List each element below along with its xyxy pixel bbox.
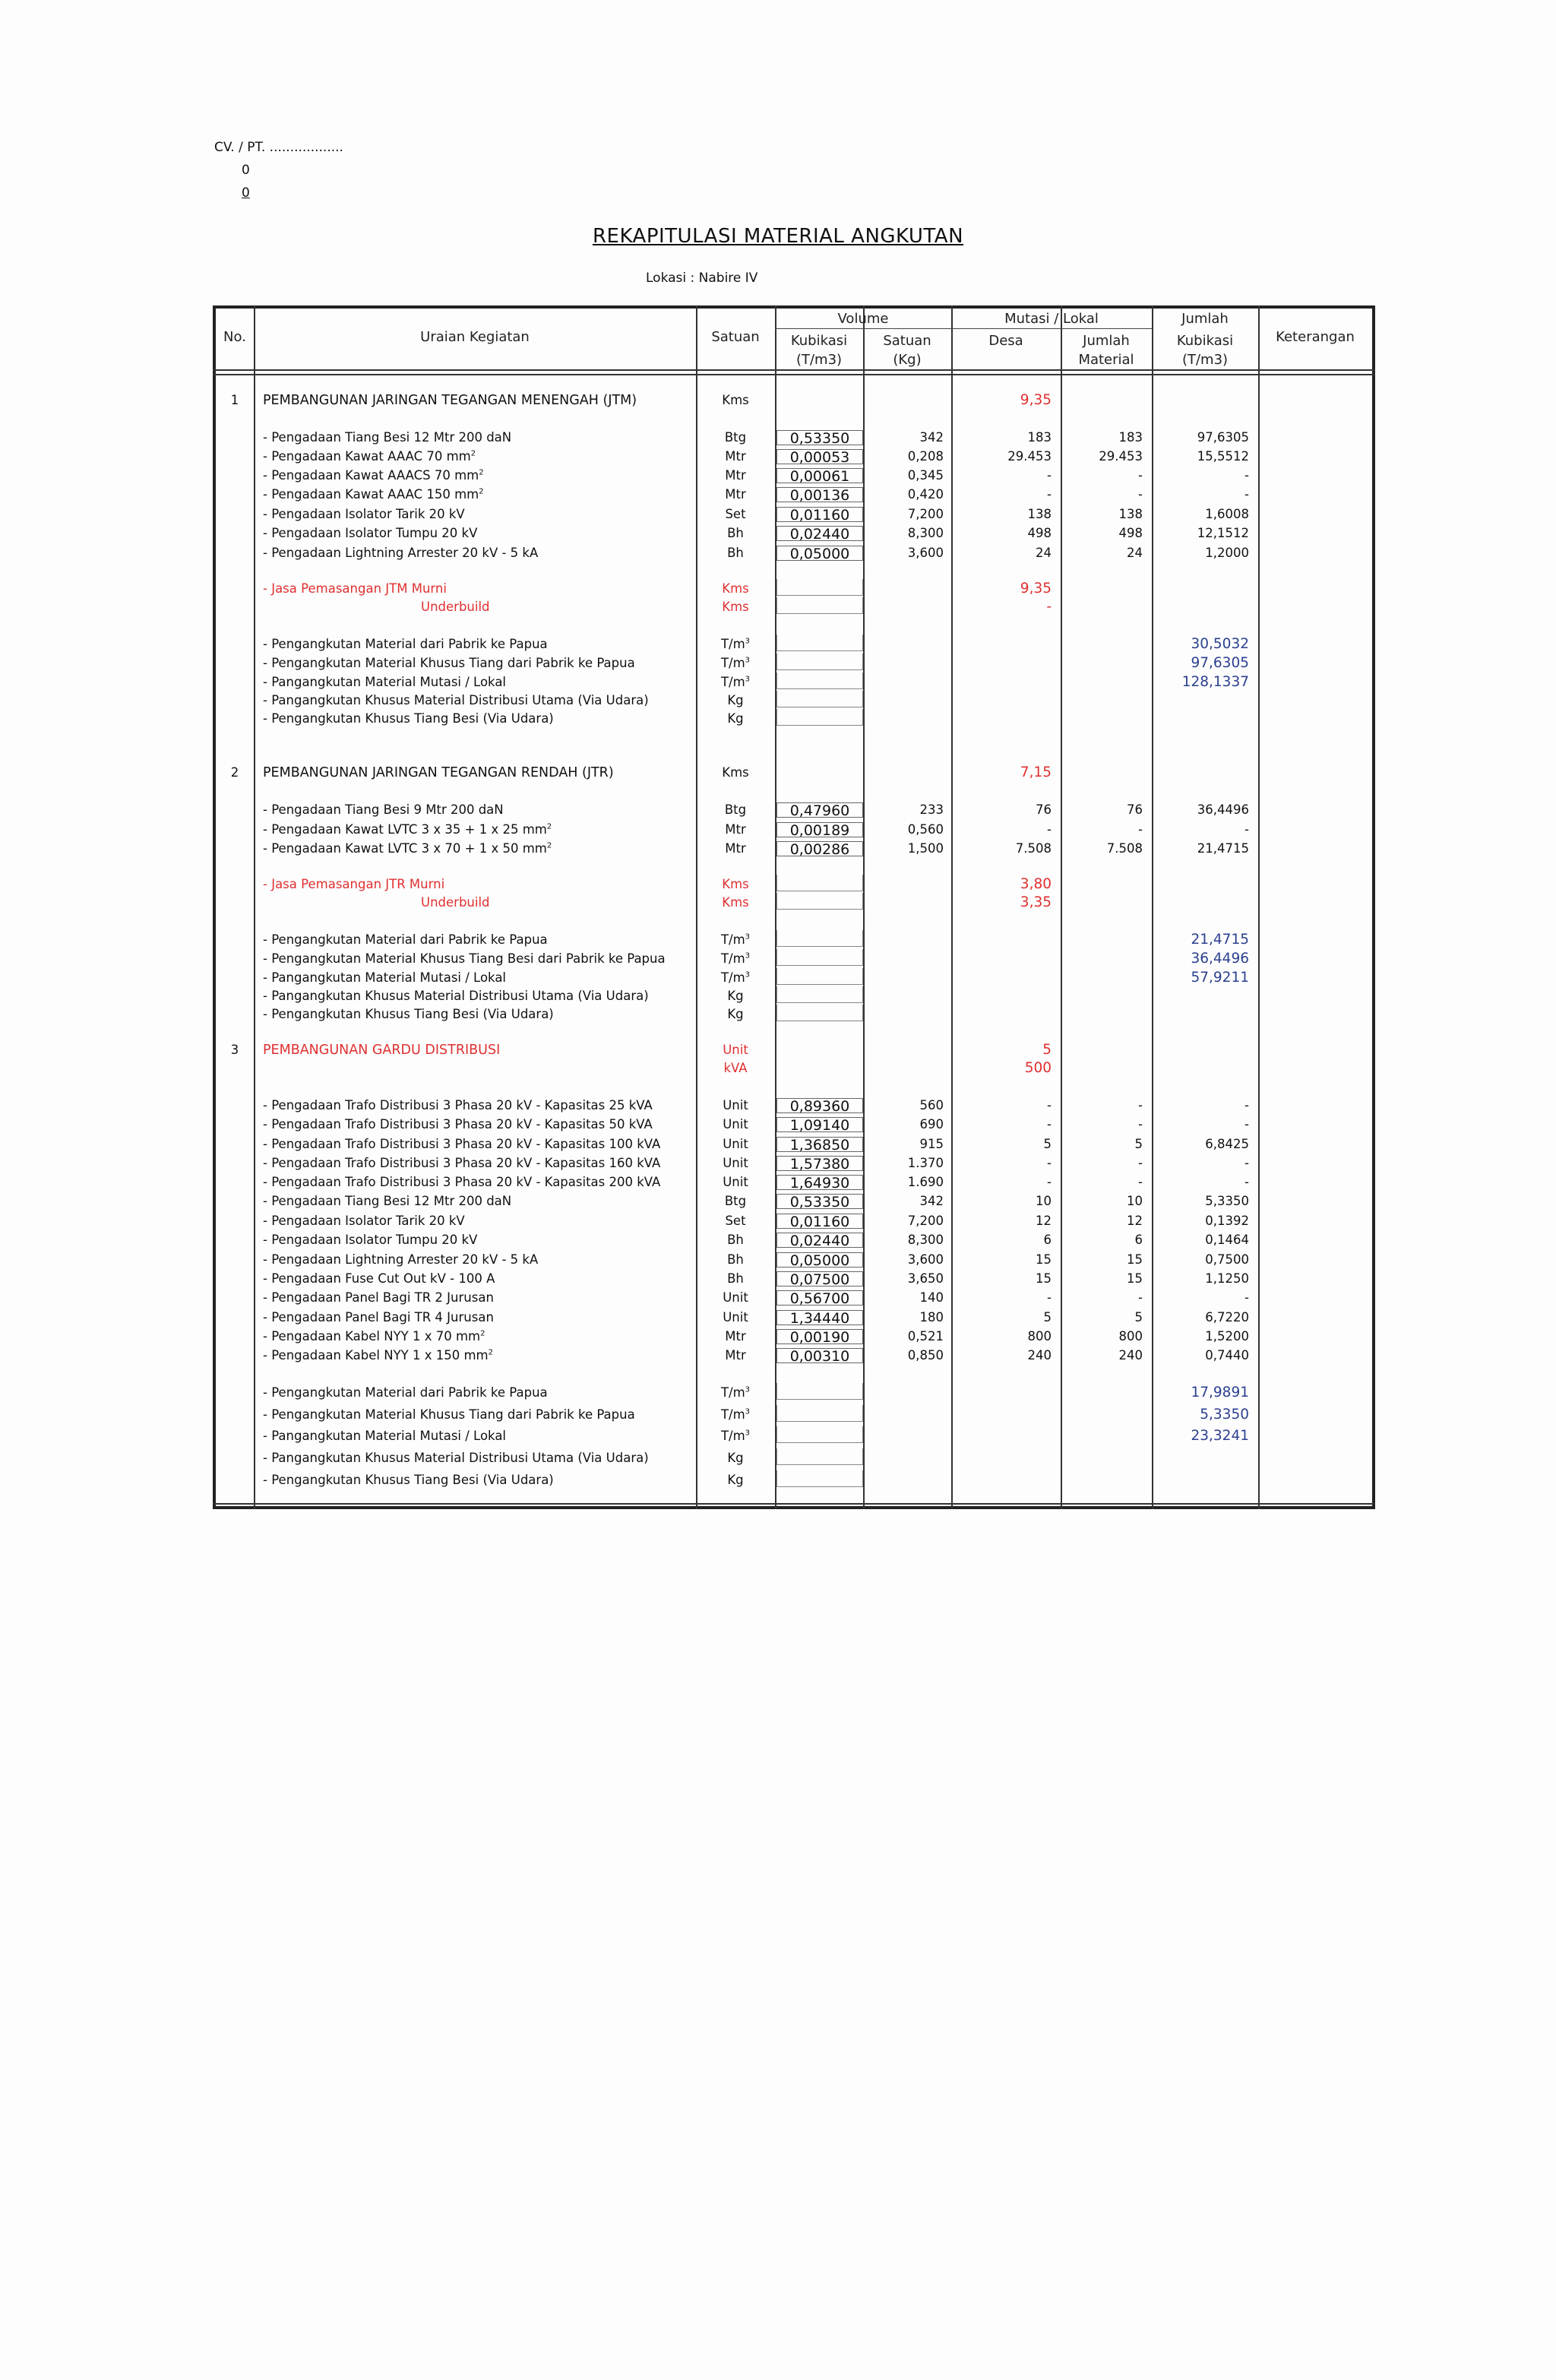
row-satuan-kg: 233	[919, 802, 944, 817]
row-unit: Kms	[722, 765, 749, 780]
row-description: - Jasa Pemasangan JTM Murni	[263, 581, 447, 596]
row-satuan-kg: 7,200	[907, 1214, 944, 1228]
row-kubikasi: 0,01160	[776, 507, 863, 522]
row-jumlah-kubikasi: 128,1337	[1181, 674, 1249, 690]
row-jumlah-material: 29.453	[1099, 449, 1143, 464]
row-desa: -	[1047, 822, 1052, 837]
col-divider	[1258, 305, 1260, 1509]
row-jumlah-kubikasi: 36,4496	[1197, 802, 1249, 817]
row-jumlah-kubikasi: 5,3350	[1205, 1194, 1249, 1208]
row-unit: Unit	[723, 1043, 748, 1057]
row-kubikasi: 0,47960	[776, 802, 863, 818]
row-kubikasi: 1,64930	[776, 1175, 863, 1190]
row-kubikasi: 0,00136	[776, 487, 863, 502]
row-unit: Kg	[727, 693, 744, 707]
row-description: Underbuild	[421, 895, 490, 910]
row-unit: $T/m^3$	[720, 1385, 751, 1400]
row-kubikasi-empty	[776, 893, 863, 910]
col-kubikasi2-unit: (T/m3)	[1181, 352, 1229, 368]
row-jumlah-material: -	[1138, 1098, 1143, 1112]
row-unit: Kg	[727, 1473, 744, 1487]
row-kubikasi-empty	[776, 635, 863, 651]
row-kubikasi: 0,02440	[776, 1233, 863, 1248]
row-kubikasi-empty	[776, 875, 863, 891]
row-kubikasi-empty	[776, 597, 863, 614]
row-description: - Pengadaan Lightning Arrester 20 kV - 5 kA	[263, 1252, 539, 1267]
row-kubikasi-empty	[776, 949, 863, 966]
row-unit: Mtr	[725, 449, 746, 464]
row-jumlah-kubikasi: -	[1244, 468, 1249, 483]
row-kubikasi-empty	[776, 709, 863, 726]
row-desa: -	[1047, 1156, 1052, 1170]
row-description: - Pengadaan Tiang Besi 12 Mtr 200 daN	[263, 430, 512, 445]
col-volume-header: Volume	[837, 311, 889, 327]
row-unit: Kg	[727, 1007, 744, 1021]
row-jumlah-kubikasi: 15,5512	[1197, 449, 1249, 464]
row-desa: 5	[1043, 1137, 1052, 1151]
row-jumlah-kubikasi: 23,3241	[1191, 1428, 1249, 1444]
row-description: - Pengangkutan Khusus Tiang Besi (Via Udara)	[263, 1473, 554, 1487]
row-unit: Bh	[727, 526, 744, 540]
row-unit: Unit	[723, 1156, 748, 1170]
row-description: - Pengangkutan Material Khusus Tiang dari Pabrik ke Papua	[263, 656, 635, 670]
row-satuan-kg: 8,300	[907, 1233, 944, 1247]
row-satuan-kg: 915	[919, 1137, 944, 1151]
row-kubikasi: 1,36850	[776, 1137, 863, 1152]
row-unit: Btg	[724, 430, 747, 445]
row-description: - Pengadaan Kawat AAAC 150 $mm^2$	[263, 487, 484, 502]
col-satuan-header: Satuan	[711, 329, 760, 345]
company-label: CV. / PT. ..................	[214, 140, 343, 155]
row-desa: -	[1047, 487, 1052, 502]
row-description: - Pengadaan Isolator Tarik 20 kV	[263, 507, 465, 521]
col-vol-satuan-unit: (Kg)	[893, 352, 922, 368]
col-vol-satuan-header: Satuan	[883, 333, 931, 349]
row-description: - Pengadaan Kawat AAAC 70 $mm^2$	[263, 449, 476, 464]
row-jumlah-kubikasi: -	[1244, 1175, 1249, 1189]
row-unit: Kms	[722, 877, 749, 891]
row-desa: 12	[1036, 1214, 1052, 1228]
row-desa: -	[1047, 1117, 1052, 1131]
col-jumlah-header: Jumlah	[1083, 333, 1130, 349]
row-unit: Unit	[723, 1310, 748, 1325]
row-kubikasi-empty	[776, 1005, 863, 1021]
row-desa: 15	[1036, 1252, 1052, 1267]
col-desa-header: Desa	[988, 333, 1023, 349]
row-kubikasi: 0,00061	[776, 468, 863, 483]
row-jumlah-kubikasi: 1,5200	[1205, 1329, 1249, 1343]
header-subdivider	[775, 328, 1152, 329]
col-keterangan-header: Keterangan	[1276, 329, 1355, 345]
row-jumlah-material: 15	[1127, 1271, 1143, 1286]
row-description: - Pengadaan Trafo Distribusi 3 Phasa 20 kV - Kapasitas 50 kVA	[263, 1117, 653, 1131]
table-bottom-line	[213, 1503, 1375, 1505]
row-desa: 3,35	[1020, 894, 1052, 910]
row-jumlah-kubikasi: 12,1512	[1197, 526, 1249, 540]
row-description: - Pengadaan Kawat AAACS 70 $mm^2$	[263, 468, 484, 483]
row-jumlah-kubikasi: 1,6008	[1205, 507, 1249, 521]
row-description: - Pangangkutan Material Mutasi / Lokal	[263, 1429, 507, 1443]
row-jumlah-material: 138	[1118, 507, 1143, 521]
row-desa: 76	[1036, 802, 1052, 817]
row-desa: -	[1047, 468, 1052, 483]
row-jumlah-kubikasi: -	[1244, 1117, 1249, 1131]
row-satuan-kg: 140	[919, 1290, 944, 1305]
row-unit: $T/m^3$	[720, 970, 751, 985]
row-satuan-kg: 342	[919, 1194, 944, 1208]
row-description: - Pengadaan Trafo Distribusi 3 Phasa 20 kV - Kapasitas 160 kVA	[263, 1156, 661, 1170]
row-jumlah-kubikasi: 97,6305	[1197, 430, 1249, 445]
row-kubikasi: 0,00053	[776, 449, 863, 464]
row-jumlah-material: 15	[1127, 1252, 1143, 1267]
row-jumlah-material: -	[1138, 487, 1143, 502]
row-kubikasi: 0,01160	[776, 1214, 863, 1229]
row-jumlah-kubikasi: 36,4496	[1191, 951, 1249, 967]
row-number: 2	[230, 765, 239, 780]
row-kubikasi-empty	[776, 986, 863, 1003]
row-description: - Pengadaan Kawat LVTC 3 x 35 + 1 x 25 $mm^2$	[263, 822, 552, 837]
row-desa: 24	[1036, 546, 1052, 560]
row-desa: 183	[1027, 430, 1052, 445]
row-description: - Pengangkutan Khusus Tiang Besi (Via Udara)	[263, 1007, 554, 1021]
row-description: - Pengadaan Tiang Besi 12 Mtr 200 daN	[263, 1194, 512, 1208]
row-desa: 15	[1036, 1271, 1052, 1286]
row-kubikasi: 0,00189	[776, 822, 863, 837]
row-description: - Pengadaan Lightning Arrester 20 kV - 5 kA	[263, 546, 539, 560]
col-mutasi-header: Mutasi / Lokal	[1004, 311, 1099, 327]
row-description: - Pangangkutan Khusus Material Distribusi Utama (Via Udara)	[263, 1451, 649, 1465]
row-jumlah-kubikasi: 21,4715	[1191, 932, 1249, 948]
row-unit: Mtr	[725, 1329, 746, 1343]
col-kubikasi-header: Kubikasi	[790, 333, 848, 349]
row-jumlah-kubikasi: 57,9211	[1191, 970, 1249, 986]
row-jumlah-kubikasi: -	[1244, 487, 1249, 502]
row-desa: 138	[1027, 507, 1052, 521]
row-kubikasi: 1,57380	[776, 1156, 863, 1171]
row-unit: kVA	[723, 1061, 748, 1075]
row-description: - Pangangkutan Khusus Material Distribusi Utama (Via Udara)	[263, 989, 649, 1003]
row-description: - Pengangkutan Khusus Tiang Besi (Via Udara)	[263, 711, 554, 726]
row-unit: Unit	[723, 1137, 748, 1151]
row-unit: Bh	[727, 546, 744, 560]
row-kubikasi: 0,53350	[776, 1194, 863, 1209]
row-satuan-kg: 0,208	[907, 449, 944, 464]
row-description: - Pangangkutan Material Mutasi / Lokal	[263, 675, 507, 689]
row-jumlah-material: 498	[1118, 526, 1143, 540]
row-jumlah-kubikasi: 6,7220	[1205, 1310, 1249, 1325]
row-unit: Kg	[727, 1451, 744, 1465]
row-satuan-kg: 8,300	[907, 526, 944, 540]
page-title: REKAPITULASI MATERIAL ANGKUTAN	[592, 225, 964, 248]
row-kubikasi-empty	[776, 1448, 863, 1465]
row-jumlah-material: 6	[1134, 1233, 1143, 1247]
row-jumlah-kubikasi: -	[1244, 1290, 1249, 1305]
row-jumlah-kubikasi: 17,9891	[1191, 1385, 1249, 1400]
row-kubikasi: 0,05000	[776, 1252, 863, 1268]
row-satuan-kg: 342	[919, 430, 944, 445]
row-kubikasi: 1,34440	[776, 1310, 863, 1325]
row-jumlah-material: -	[1138, 1175, 1143, 1189]
row-satuan-kg: 560	[919, 1098, 944, 1112]
row-unit: Mtr	[725, 841, 746, 856]
row-description: - Pengadaan Isolator Tarik 20 kV	[263, 1214, 465, 1228]
row-description: - Pengangkutan Material dari Pabrik ke Papua	[263, 932, 548, 947]
row-unit: Unit	[723, 1098, 748, 1112]
row-description: PEMBANGUNAN GARDU DISTRIBUSI	[263, 1043, 501, 1058]
row-unit: Kms	[722, 895, 749, 910]
row-kubikasi: 0,02440	[776, 526, 863, 541]
row-kubikasi-empty	[776, 654, 863, 670]
row-description: - Pengangkutan Material Khusus Tiang dari Pabrik ke Papua	[263, 1407, 635, 1422]
row-unit: Set	[725, 1214, 746, 1228]
row-jumlah-material: 800	[1118, 1329, 1143, 1343]
row-description: - Pengadaan Isolator Tumpu 20 kV	[263, 1233, 478, 1247]
row-unit: Bh	[727, 1271, 744, 1286]
location-label: Lokasi : Nabire IV	[646, 271, 758, 286]
row-kubikasi: 0,56700	[776, 1290, 863, 1306]
row-unit: Mtr	[725, 822, 746, 837]
row-description: - Pengadaan Kawat LVTC 3 x 70 + 1 x 50 $mm^2$	[263, 841, 552, 856]
row-kubikasi-empty	[776, 1383, 863, 1400]
row-satuan-kg: 0,850	[907, 1348, 944, 1362]
row-unit: Kg	[727, 711, 744, 726]
row-desa: 6	[1043, 1233, 1052, 1247]
row-satuan-kg: 0,420	[907, 487, 944, 502]
row-description: - Pengadaan Isolator Tumpu 20 kV	[263, 526, 478, 540]
row-description: Underbuild	[421, 600, 490, 614]
row-unit: Kg	[727, 989, 744, 1003]
row-satuan-kg: 1.690	[907, 1175, 944, 1189]
row-description: PEMBANGUNAN JARINGAN TEGANGAN RENDAH (JTR)	[263, 765, 614, 780]
row-jumlah-kubikasi: -	[1244, 1156, 1249, 1170]
col-uraian-header: Uraian Kegiatan	[420, 329, 530, 345]
row-unit: $T/m^3$	[720, 1407, 751, 1422]
row-unit: $T/m^3$	[720, 1429, 751, 1443]
row-jumlah-material: 5	[1134, 1310, 1143, 1325]
row-jumlah-material: 76	[1127, 802, 1143, 817]
row-jumlah-kubikasi: 6,8425	[1205, 1137, 1249, 1151]
row-jumlah-material: 183	[1118, 430, 1143, 445]
row-description: - Pangangkutan Khusus Material Distribusi Utama (Via Udara)	[263, 693, 649, 707]
row-jumlah-kubikasi: 1,1250	[1205, 1271, 1249, 1286]
row-desa: 5	[1043, 1310, 1052, 1325]
row-kubikasi-empty	[776, 1470, 863, 1487]
row-satuan-kg: 3,600	[907, 1252, 944, 1267]
header-line-3: 0	[242, 185, 250, 201]
row-kubikasi: 0,07500	[776, 1271, 863, 1287]
row-kubikasi-empty	[776, 930, 863, 947]
col-material-header: Material	[1078, 352, 1134, 368]
row-jumlah-kubikasi: 0,7440	[1205, 1348, 1249, 1362]
row-unit: Kms	[722, 393, 749, 407]
row-unit: Set	[725, 507, 746, 521]
row-jumlah-kubikasi: 0,1464	[1205, 1233, 1249, 1247]
row-kubikasi: 0,00310	[776, 1348, 863, 1363]
row-unit: Unit	[723, 1290, 748, 1305]
col-divider	[254, 305, 255, 1509]
row-description: - Pengadaan Panel Bagi TR 2 Jurusan	[263, 1290, 494, 1305]
row-unit: Bh	[727, 1233, 744, 1247]
row-desa: -	[1047, 1290, 1052, 1305]
row-satuan-kg: 690	[919, 1117, 944, 1131]
col-kubikasi2-header: Kubikasi	[1176, 333, 1234, 349]
row-jumlah-kubikasi: 30,5032	[1191, 636, 1249, 652]
col-no-header: No.	[223, 329, 246, 345]
col-jumlah-top-header: Jumlah	[1181, 311, 1229, 327]
row-jumlah-material: 10	[1127, 1194, 1143, 1208]
row-desa: 29.453	[1007, 449, 1052, 464]
row-unit: Mtr	[725, 468, 746, 483]
row-desa: 10	[1036, 1194, 1052, 1208]
row-desa: 7,15	[1020, 764, 1052, 780]
row-unit: Mtr	[725, 1348, 746, 1362]
row-desa: 5	[1042, 1042, 1052, 1058]
row-jumlah-material: -	[1138, 468, 1143, 483]
row-description: - Jasa Pemasangan JTR Murni	[263, 877, 445, 891]
row-description: PEMBANGUNAN JARINGAN TEGANGAN MENENGAH (JTM)	[263, 393, 637, 408]
row-kubikasi: 1,09140	[776, 1117, 863, 1132]
row-desa: 9,35	[1020, 581, 1052, 597]
row-unit: Btg	[724, 1194, 747, 1208]
row-satuan-kg: 3,600	[907, 546, 944, 560]
row-unit: $T/m^3$	[720, 932, 751, 947]
row-kubikasi: 0,05000	[776, 546, 863, 561]
row-unit: Unit	[723, 1175, 748, 1189]
row-description: - Pangangkutan Material Mutasi / Lokal	[263, 970, 507, 985]
row-satuan-kg: 7,200	[907, 507, 944, 521]
row-desa: -	[1046, 599, 1052, 615]
row-unit: Mtr	[725, 487, 746, 502]
row-number: 1	[230, 393, 239, 407]
row-satuan-kg: 180	[919, 1310, 944, 1325]
row-desa: 9,35	[1020, 392, 1052, 408]
row-satuan-kg: 0,521	[907, 1329, 944, 1343]
row-unit: $T/m^3$	[720, 951, 751, 966]
row-kubikasi-empty	[776, 1426, 863, 1443]
row-kubikasi-empty	[776, 968, 863, 985]
row-description: - Pengangkutan Material dari Pabrik ke Papua	[263, 637, 548, 651]
row-desa: 7.508	[1015, 841, 1052, 856]
row-satuan-kg: 1,500	[907, 841, 944, 856]
header-bottom-line	[213, 369, 1375, 371]
row-jumlah-material: -	[1138, 1156, 1143, 1170]
row-desa: 500	[1024, 1060, 1052, 1076]
row-satuan-kg: 0,345	[907, 468, 944, 483]
row-number: 3	[230, 1043, 239, 1057]
row-description: - Pengadaan Tiang Besi 9 Mtr 200 daN	[263, 802, 504, 817]
row-unit: Unit	[723, 1117, 748, 1131]
row-satuan-kg: 1.370	[907, 1156, 944, 1170]
row-kubikasi-empty	[776, 673, 863, 689]
row-description: - Pengangkutan Material Khusus Tiang Besi dari Pabrik ke Papua	[263, 951, 666, 966]
col-kubikasi-unit: (T/m3)	[795, 352, 843, 368]
row-jumlah-material: -	[1138, 822, 1143, 837]
row-description: - Pengadaan Kabel NYY 1 x 150 $mm^2$	[263, 1348, 494, 1362]
row-unit: $T/m^3$	[720, 675, 751, 689]
row-description: - Pengadaan Trafo Distribusi 3 Phasa 20 kV - Kapasitas 100 kVA	[263, 1137, 661, 1151]
row-kubikasi: 0,00190	[776, 1329, 863, 1344]
row-desa: 498	[1027, 526, 1052, 540]
row-jumlah-material: -	[1138, 1290, 1143, 1305]
row-jumlah-kubikasi: 5,3350	[1200, 1407, 1249, 1423]
row-unit: $T/m^3$	[720, 656, 751, 670]
row-jumlah-kubikasi: 97,6305	[1191, 655, 1249, 671]
row-description: - Pengadaan Panel Bagi TR 4 Jurusan	[263, 1310, 494, 1325]
row-jumlah-material: 24	[1127, 546, 1143, 560]
row-kubikasi-empty	[776, 1405, 863, 1422]
row-desa: -	[1047, 1098, 1052, 1112]
row-jumlah-kubikasi: 21,4715	[1197, 841, 1249, 856]
row-jumlah-material: 12	[1127, 1214, 1143, 1228]
row-jumlah-kubikasi: -	[1244, 822, 1249, 837]
row-description: - Pengangkutan Material dari Pabrik ke Papua	[263, 1385, 548, 1400]
row-unit: Kms	[722, 600, 749, 614]
row-unit: Btg	[724, 802, 747, 817]
row-unit: Kms	[722, 581, 749, 596]
row-jumlah-material: 5	[1134, 1137, 1143, 1151]
row-kubikasi: 0,53350	[776, 430, 863, 445]
row-desa: 3,80	[1020, 876, 1052, 892]
row-desa: -	[1047, 1175, 1052, 1189]
row-unit: Bh	[727, 1252, 744, 1267]
row-kubikasi-empty	[776, 579, 863, 596]
row-kubikasi-empty	[776, 691, 863, 707]
header-bottom-line	[213, 374, 1375, 375]
row-satuan-kg: 3,650	[907, 1271, 944, 1286]
row-jumlah-kubikasi: 0,1392	[1205, 1214, 1249, 1228]
header-line-2: 0	[242, 163, 250, 178]
row-unit: $T/m^3$	[720, 637, 751, 651]
row-jumlah-kubikasi: -	[1244, 1098, 1249, 1112]
row-jumlah-material: -	[1138, 1117, 1143, 1131]
row-satuan-kg: 0,560	[907, 822, 944, 837]
row-kubikasi: 0,00286	[776, 841, 863, 856]
row-description: - Pengadaan Fuse Cut Out kV - 100 A	[263, 1271, 495, 1286]
row-desa: 800	[1027, 1329, 1052, 1343]
row-jumlah-material: 240	[1118, 1348, 1143, 1362]
row-kubikasi: 0,89360	[776, 1098, 863, 1113]
row-description: - Pengadaan Trafo Distribusi 3 Phasa 20 kV - Kapasitas 200 kVA	[263, 1175, 661, 1189]
row-jumlah-kubikasi: 0,7500	[1205, 1252, 1249, 1267]
row-description: - Pengadaan Kabel NYY 1 x 70 $mm^2$	[263, 1329, 485, 1343]
row-jumlah-material: 7.508	[1106, 841, 1143, 856]
row-description: - Pengadaan Trafo Distribusi 3 Phasa 20 kV - Kapasitas 25 kVA	[263, 1098, 653, 1112]
row-desa: 240	[1027, 1348, 1052, 1362]
row-jumlah-kubikasi: 1,2000	[1205, 546, 1249, 560]
